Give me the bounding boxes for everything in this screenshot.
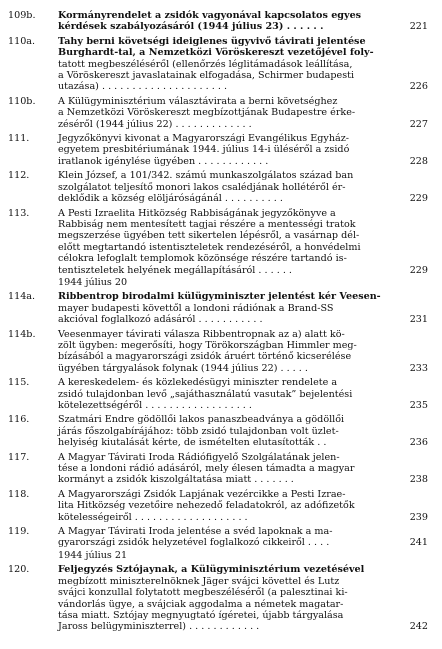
entry-line: célokra lefoglalt templomok közönsége részére tartandó is-	[58, 253, 347, 265]
page-number: 235	[409, 400, 428, 411]
page-number: 238	[409, 474, 428, 486]
entry-line: Veesenmayer távirati válasza Ribbentropnak az a) alatt kö-	[58, 328, 345, 340]
entry-line: tatott megbeszéléséről (ellenőrzés léglitámadások leállítása,	[58, 58, 353, 70]
entry-line: gyarországi zsidók helyzetével foglalkozó cikkeiről . . . .	[58, 537, 330, 549]
entry-title	[58, 526, 404, 549]
entry-title	[58, 96, 404, 130]
page-number: 228	[409, 155, 428, 167]
date-heading: 1944 július 20	[58, 276, 128, 288]
page-number: 229	[409, 193, 428, 205]
toc-entry	[8, 36, 428, 93]
page-number: 233	[409, 362, 428, 374]
entry-title	[58, 452, 404, 486]
entry-number: 116.	[8, 414, 30, 426]
entry-line: A Magyar Távirati Iroda Rádiófigyelő Szolgálatának jelen-	[58, 451, 340, 463]
entry-line: akcióval foglalkozó adásáról . . . . . . . . . . .	[58, 314, 263, 326]
page-number: 227	[409, 118, 428, 130]
entry-line: helyiség kiutalását kérte, de ismételten elutasították . .	[58, 437, 327, 449]
entry-number: 119.	[8, 526, 30, 538]
page-number: 242	[409, 621, 428, 633]
entry-title	[58, 489, 404, 523]
entry-line: bízásából a magyarországi zsidók áruért történő kicserélése	[58, 351, 352, 363]
entry-line: A Magyarországi Zsidók Lapjának vezércikke a Pesti Izrae-	[58, 488, 346, 500]
entry-line: járás főszolgabírájához: több zsidó tulajdonban volt üzlet-	[58, 425, 339, 437]
entry-title	[58, 291, 404, 325]
entry-line: tentiszteletek helyének megállapításáról . . . . . .	[58, 264, 292, 276]
toc-entries	[8, 10, 428, 633]
entry-number: 112.	[8, 170, 30, 182]
entry-line: A Külügyminisztérium választávirata a berni követséghez	[58, 95, 338, 107]
entry-line: A Pesti Izraelita Hitközség Rabbiságának jegyzőkönyve a	[58, 207, 336, 219]
entry-line: utazása) . . . . . . . . . . . . . . . . . . . . .	[58, 81, 227, 93]
entry-line: Kormányrendelet a zsidók vagyonával kapcsolatos egyes	[58, 10, 362, 21]
entry-line: megszerzése ügyében tett sikertelen lépésről, a vasárnap dél-	[58, 230, 360, 242]
toc-entry	[8, 526, 428, 549]
entry-line: kötelességeiről . . . . . . . . . . . . . . . . . . .	[58, 511, 248, 523]
toc-entry	[8, 489, 428, 523]
page-number: 221	[409, 21, 428, 33]
entry-line: iratlanok igénylése ügyében . . . . . . . . . . . .	[58, 155, 269, 167]
entry-line: deklődik a község elöljáróságánál . . . . . . . . . .	[58, 193, 283, 205]
toc-entry	[8, 377, 428, 411]
entry-line: Jaross belügyminiszterrel) . . . . . . . . . . . .	[58, 621, 260, 633]
toc-entry	[8, 291, 428, 325]
entry-line: szolgálatot teljesítő monori lakos csalédjának hollétéről ér-	[58, 181, 346, 193]
entry-title	[58, 10, 404, 33]
entry-number: 114b.	[8, 328, 36, 340]
entry-line: tése a londoni rádió adásáról, mely élesen támadta a magyar	[58, 463, 355, 475]
date-heading: 1944 július 21	[58, 549, 128, 561]
toc-entry	[8, 96, 428, 130]
toc-entry	[8, 170, 428, 204]
entry-title	[58, 377, 404, 411]
page-number: 241	[409, 537, 428, 549]
entry-line: kérdések szabályozásáról (1944 július 23) . . . . . .	[58, 21, 324, 33]
entry-line: Ribbentrop birodalmi külügyminiszter jelentést kér Veesen-	[58, 291, 381, 303]
entry-number: 117.	[8, 451, 30, 463]
page-number: 226	[409, 81, 428, 93]
entry-line: A Magyar Távirati Iroda jelentése a svéd lapoknak a ma-	[58, 526, 333, 538]
toc-entry	[8, 208, 428, 276]
entry-number: 110b.	[8, 95, 36, 107]
page-number: 229	[409, 264, 428, 276]
entry-line: Burghardt-tal, a Nemzetközi Vöröskereszt vezetőjével foly-	[58, 47, 374, 59]
toc-entry	[8, 133, 428, 167]
entry-title	[58, 170, 404, 204]
entry-line: vándorlás ügye, a svájciak aggodalma a németek magatar-	[58, 598, 344, 610]
entry-title	[58, 564, 404, 632]
entry-line: zölt ügyben: megerősíti, hogy Törökországban Himmler meg-	[58, 339, 357, 351]
entry-line: előtt megtartandó istentiszteletek rendezéséről, a honvédelmi	[58, 241, 361, 253]
entry-title	[58, 208, 404, 276]
entry-line: megbízott miniszterelnöknek Jäger svájci követtel és Lutz	[58, 575, 340, 587]
entry-title	[58, 414, 404, 448]
entry-line: Tahy berni követségi ideiglenes ügyvivő távirati jelentése	[58, 35, 366, 47]
entry-line: Jegyzőkönyvi kivonat a Magyarországi Evangélikus Egyház-	[58, 133, 350, 145]
entry-number: 109b.	[8, 10, 36, 21]
entry-line: A kereskedelem- és közlekedésügyi miniszter rendelete a	[58, 377, 338, 389]
page-number: 231	[409, 314, 428, 326]
toc-entry	[8, 564, 428, 632]
entry-line: Klein József, a 101/342. számú munkaszolgálatos század ban	[58, 170, 354, 182]
entry-line: kormányt a zsidók kiszolgáltatása miatt . . . . . . .	[58, 474, 294, 486]
entry-number: 111.	[8, 133, 30, 145]
toc-entry	[8, 414, 428, 448]
toc-entry	[8, 329, 428, 375]
entry-number: 115.	[8, 377, 30, 389]
toc-entry	[8, 10, 428, 33]
entry-title	[58, 133, 404, 167]
entry-line: Feljegyzés Sztójaynak, a Külügyminisztérium vezetésével	[58, 564, 365, 576]
entry-line: ügyében tárgyalások folynak (1944 július 22) . . . . .	[58, 362, 308, 374]
entry-number: 120.	[8, 564, 30, 576]
page-number: 239	[409, 511, 428, 523]
entry-number: 118.	[8, 488, 30, 500]
entry-line: zéséről (1944 július 22) . . . . . . . . . . . . .	[58, 118, 252, 130]
entry-line: a Nemzetközi Vöröskereszt megbízottjának Budapestre érke-	[58, 107, 356, 119]
page-number: 236	[409, 437, 428, 449]
entry-line: tása miatt. Sztójay megnyugtató ígéretei, újabb tárgyalása	[58, 609, 344, 621]
entry-line: zsidó tulajdonban levő „sajáthasználatú vasutak” bejelentési	[58, 388, 353, 400]
entry-line: Szatmári Endre gödöllői lakos panaszbeadványa a gödöllői	[58, 414, 345, 426]
entry-line: kötelezettségéről . . . . . . . . . . . . . . . . . .	[58, 400, 252, 411]
entry-line: svájci konzullal folytatott megbeszéléséről (a palesztinai ki-	[58, 587, 348, 599]
entry-title	[58, 329, 404, 375]
entry-number: 113.	[8, 207, 30, 219]
entry-line: lita Hitközség vezetőire nehezedő feladatokról, az adófizetők	[58, 500, 355, 512]
entry-number: 110a.	[8, 35, 36, 47]
entry-title	[58, 36, 404, 93]
entry-line: Rabbiság nem mentesített tagjai részére a mentességi tratok	[58, 218, 356, 230]
entry-number: 114a.	[8, 291, 36, 303]
toc-entry	[8, 452, 428, 486]
entry-line: egyetem presbitériumának 1944. július 14-i üléséről a zsidó	[58, 144, 350, 156]
entry-line: mayer budapesti követtől a londoni rádiónak a Brand-SS	[58, 302, 334, 314]
entry-line: a Vöröskereszt javaslatainak elfogadása, Schirmer budapesti	[58, 70, 355, 82]
